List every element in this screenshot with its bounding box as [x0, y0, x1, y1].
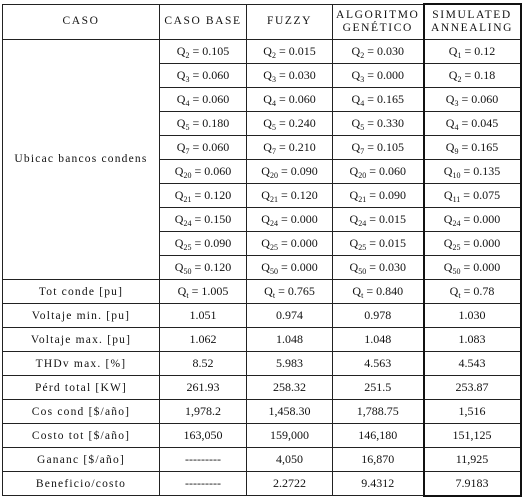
header-sa-line2: ANNEALING — [430, 21, 514, 34]
header-row — [3, 4, 521, 39]
cell-ga: $Q_{24} = 0.015$ — [333, 208, 424, 232]
kvar-value: = 0.18 — [464, 67, 496, 82]
header-algoritmo-genetico — [333, 4, 424, 39]
kvar-value: = 0.000 — [463, 260, 501, 275]
kvar-value: = 0.12 — [464, 43, 496, 58]
cell-sa: 1.030 — [424, 304, 521, 328]
kvar-value: = 0.090 — [194, 236, 232, 251]
cell-ga: $Q_{20} = 0.060$ — [333, 159, 424, 183]
kvar-value: = 0.135 — [463, 164, 501, 179]
bus-index: t — [186, 291, 189, 301]
cell-sa: $Q_2 = 0.18$ — [424, 63, 521, 87]
kvar-value: = 0.150 — [194, 212, 232, 227]
cell-ga: 251.5 — [333, 376, 424, 400]
bus-index: 25 — [358, 243, 367, 253]
cell-fuzzy: 1.048 — [247, 328, 333, 352]
cell-sa: $Q_9 = 0.165$ — [424, 135, 521, 159]
header-caso-base: CASO BASE — [160, 4, 247, 39]
cell-base: 163,050 — [160, 424, 247, 448]
bus-index: 21 — [358, 195, 367, 205]
cell-sa: $Q_3 = 0.060$ — [424, 87, 521, 111]
cell-sa: 253.87 — [424, 376, 521, 400]
cell-fuzzy: $Q_t = 0.765$ — [247, 280, 333, 304]
header-simulated-annealing — [424, 4, 521, 39]
bus-index: 24 — [183, 219, 192, 229]
kvar-value: = 0.015 — [369, 236, 406, 251]
kvar-value: = 0.075 — [463, 188, 501, 203]
cell-sa: 1,516 — [424, 400, 521, 424]
bus-index: 50 — [358, 267, 367, 277]
cell-ga: $Q_5 = 0.330$ — [333, 111, 424, 135]
cell-base: $Q_{25} = 0.090$ — [160, 232, 247, 256]
bus-index: 9 — [454, 146, 459, 156]
bus-index: 2 — [185, 50, 190, 60]
bus-index: 21 — [183, 195, 192, 205]
cell-ga: 146,180 — [333, 424, 424, 448]
kvar-value: = 0.120 — [194, 188, 232, 203]
cell-sa: $Q_{11} = 0.075$ — [424, 184, 521, 208]
kvar-value: = 0.000 — [280, 212, 318, 227]
table-row — [3, 376, 521, 400]
kvar-value: = 1.005 — [191, 284, 229, 299]
cell-ga: 4.563 — [333, 352, 424, 376]
kvar-value: = 0.78 — [463, 284, 495, 299]
bus-index: 20 — [358, 171, 367, 181]
bus-index: t — [272, 291, 276, 301]
kvar-value: = 0.000 — [280, 236, 318, 251]
cell-sa: 151,125 — [424, 424, 521, 448]
bus-index: 4 — [360, 98, 365, 108]
kvar-value: = 0.000 — [280, 260, 318, 275]
cell-fuzzy: $Q_{20} = 0.090$ — [247, 159, 333, 183]
kvar-value: = 0.090 — [369, 188, 406, 203]
header-caso: CASO — [3, 4, 160, 39]
bus-index: 20 — [183, 171, 192, 181]
kvar-value: = 0.840 — [366, 284, 404, 299]
row-label: Costo tot [$/año] — [3, 424, 160, 448]
bus-index: 5 — [360, 122, 365, 132]
bus-index: 21 — [269, 195, 278, 205]
cell-ga: 9.4312 — [333, 472, 424, 496]
row-label: Pérd total [KW] — [3, 376, 160, 400]
cell-base: $Q_{21} = 0.120$ — [160, 184, 247, 208]
cell-ga: $Q_{50} = 0.030$ — [333, 256, 424, 280]
row-label: THDv max. [%] — [3, 352, 160, 376]
kvar-value: = 0.000 — [463, 236, 501, 251]
kvar-value: = 0.330 — [367, 115, 404, 130]
cell-base: $Q_5 = 0.180$ — [160, 111, 247, 135]
cell-ga: $Q_7 = 0.105$ — [333, 135, 424, 159]
bus-index: 2 — [360, 50, 365, 60]
cell-base: $Q_4 = 0.060$ — [160, 87, 247, 111]
bus-index: 24 — [452, 219, 461, 229]
kvar-value: = 0.180 — [192, 115, 230, 130]
kvar-value: = 0.060 — [192, 67, 230, 82]
cell-base: $Q_{24} = 0.150$ — [160, 208, 247, 232]
table-row — [3, 448, 521, 472]
cell-sa: 11,925 — [424, 448, 521, 472]
cell-sa: $Q_1 = 0.12$ — [424, 39, 521, 63]
cell-fuzzy: $Q_4 = 0.060$ — [247, 87, 333, 111]
cell-base: 1.062 — [160, 328, 247, 352]
kvar-value: = 0.120 — [280, 188, 318, 203]
bus-index: 4 — [454, 122, 459, 132]
bus-index: 7 — [185, 146, 190, 156]
kvar-value: = 0.000 — [463, 212, 501, 227]
bus-index: t — [361, 291, 364, 301]
cell-sa: 4.543 — [424, 352, 521, 376]
cell-sa: $Q_{24} = 0.000$ — [424, 208, 521, 232]
bus-index: t — [458, 291, 461, 301]
cell-ga: 16,870 — [333, 448, 424, 472]
bus-index: 3 — [185, 74, 190, 84]
cell-fuzzy: 258.32 — [247, 376, 333, 400]
row-label: Voltaje max. [pu] — [3, 328, 160, 352]
cell-fuzzy: $Q_2 = 0.015$ — [247, 39, 333, 63]
cell-fuzzy: $Q_{24} = 0.000$ — [247, 208, 333, 232]
cell-fuzzy: 4,050 — [247, 448, 333, 472]
cell-ga: 1,788.75 — [333, 400, 424, 424]
bus-index: 24 — [269, 219, 278, 229]
cell-base: $Q_3 = 0.060$ — [160, 63, 247, 87]
bus-index: 3 — [454, 98, 459, 108]
kvar-value: = 0.210 — [278, 139, 316, 154]
cell-base: $Q_2 = 0.105$ — [160, 39, 247, 63]
kvar-value: = 0.060 — [461, 91, 499, 106]
kvar-value: = 0.165 — [367, 91, 404, 106]
cell-ga: $Q_3 = 0.000$ — [333, 63, 424, 87]
kvar-value: = 0.240 — [278, 115, 316, 130]
bus-index: 25 — [269, 243, 278, 253]
bus-index: 24 — [358, 219, 367, 229]
kvar-value: = 0.060 — [192, 91, 230, 106]
header-sa-line1: SIMULATED — [432, 8, 512, 21]
cell-base: $Q_t = 1.005$ — [160, 280, 247, 304]
bus-index: 3 — [271, 74, 276, 84]
kvar-value: = 0.105 — [192, 43, 230, 58]
cell-fuzzy: 2.2722 — [247, 472, 333, 496]
bus-index: 3 — [360, 74, 365, 84]
cell-base: 1.051 — [160, 304, 247, 328]
cell-sa: $Q_{10} = 0.135$ — [424, 159, 521, 183]
bus-index: 7 — [360, 146, 365, 156]
kvar-value: = 0.060 — [192, 139, 230, 154]
kvar-value: = 0.120 — [194, 260, 232, 275]
bank-label: Ubicac bancos condens — [3, 39, 160, 280]
cell-fuzzy: 5.983 — [247, 352, 333, 376]
cell-ga: $Q_{25} = 0.015$ — [333, 232, 424, 256]
bus-index: 4 — [185, 98, 190, 108]
kvar-value: = 0.000 — [367, 67, 404, 82]
cell-fuzzy: 0.974 — [247, 304, 333, 328]
bus-index: 2 — [457, 74, 462, 84]
cell-ga: 1.048 — [333, 328, 424, 352]
cell-ga: $Q_{21} = 0.090$ — [333, 184, 424, 208]
cell-base: $Q_{50} = 0.120$ — [160, 256, 247, 280]
bus-index: 50 — [183, 267, 192, 277]
cell-base: 8.52 — [160, 352, 247, 376]
bus-index: 10 — [452, 171, 461, 181]
cell-fuzzy: $Q_{21} = 0.120$ — [247, 184, 333, 208]
kvar-value: = 0.765 — [278, 284, 315, 299]
bank-row — [3, 39, 521, 63]
bus-index: 25 — [183, 243, 192, 253]
kvar-value: = 0.015 — [369, 212, 406, 227]
bus-index: 1 — [457, 50, 462, 60]
table-row — [3, 400, 521, 424]
kvar-value: = 0.030 — [369, 260, 406, 275]
cell-ga: 0.978 — [333, 304, 424, 328]
cell-base: $Q_{20} = 0.060$ — [160, 159, 247, 183]
cell-fuzzy: $Q_{25} = 0.000$ — [247, 232, 333, 256]
cell-base: $Q_7 = 0.060$ — [160, 135, 247, 159]
bus-index: 5 — [271, 122, 276, 132]
kvar-value: = 0.105 — [367, 139, 404, 154]
kvar-value: = 0.015 — [278, 43, 316, 58]
cell-sa: $Q_4 = 0.045$ — [424, 111, 521, 135]
kvar-value: = 0.030 — [278, 67, 316, 82]
kvar-value: = 0.060 — [194, 164, 232, 179]
cell-base: --------- — [160, 472, 247, 496]
cell-ga: $Q_2 = 0.030$ — [333, 39, 424, 63]
cell-fuzzy: $Q_3 = 0.030$ — [247, 63, 333, 87]
bus-index: 7 — [271, 146, 276, 156]
cell-ga: $Q_4 = 0.165$ — [333, 87, 424, 111]
row-label: Gananc [$/año] — [3, 448, 160, 472]
row-label: Voltaje min. [pu] — [3, 304, 160, 328]
row-label: Cos cond [$/año] — [3, 400, 160, 424]
bus-index: 50 — [269, 267, 278, 277]
kvar-value: = 0.090 — [280, 164, 318, 179]
table-row — [3, 424, 521, 448]
cell-sa: $Q_t = 0.78$ — [424, 280, 521, 304]
row-label: Beneficio/costo — [3, 472, 160, 496]
cell-sa: $Q_{25} = 0.000$ — [424, 232, 521, 256]
cell-sa: $Q_{50} = 0.000$ — [424, 256, 521, 280]
table-row — [3, 472, 521, 496]
comparison-table — [2, 3, 522, 497]
kvar-value: = 0.045 — [461, 115, 499, 130]
kvar-value: = 0.060 — [278, 91, 316, 106]
cell-fuzzy: $Q_7 = 0.210$ — [247, 135, 333, 159]
kvar-value: = 0.030 — [367, 43, 404, 58]
kvar-value: = 0.060 — [369, 164, 406, 179]
bus-index: 4 — [271, 98, 276, 108]
bus-index: 25 — [452, 243, 461, 253]
total-row — [3, 280, 521, 304]
cell-fuzzy: $Q_5 = 0.240$ — [247, 111, 333, 135]
cell-ga: $Q_t = 0.840$ — [333, 280, 424, 304]
cell-fuzzy: $Q_{50} = 0.000$ — [247, 256, 333, 280]
header-ga-line1: ALGORITMO — [336, 8, 420, 21]
header-fuzzy: FUZZY — [247, 4, 333, 39]
cell-base: --------- — [160, 448, 247, 472]
cell-base: 261.93 — [160, 376, 247, 400]
cell-sa: 1.083 — [424, 328, 521, 352]
bus-index: 11 — [452, 195, 461, 205]
bus-index: 2 — [271, 50, 276, 60]
row-label: Tot conde [pu] — [3, 280, 160, 304]
bus-index: 5 — [185, 122, 190, 132]
header-ga-line2: GENÉTICO — [342, 21, 413, 34]
cell-fuzzy: 1,458.30 — [247, 400, 333, 424]
table-row — [3, 304, 521, 328]
bus-index: 20 — [269, 171, 278, 181]
bus-index: 50 — [452, 267, 461, 277]
cell-fuzzy: 159,000 — [247, 424, 333, 448]
table-row — [3, 352, 521, 376]
cell-base: 1,978.2 — [160, 400, 247, 424]
cell-sa: 7.9183 — [424, 472, 521, 496]
table-row — [3, 328, 521, 352]
kvar-value: = 0.165 — [461, 139, 499, 154]
